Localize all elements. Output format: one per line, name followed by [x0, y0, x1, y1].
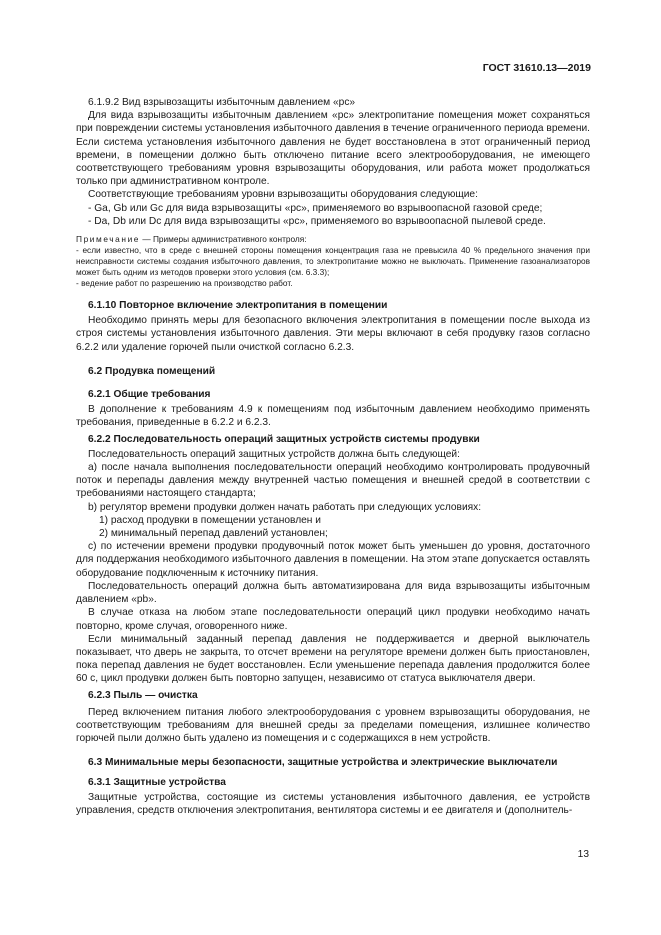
paragraph: Необходимо принять меры для безопасного включения электропитания в помещении после выхода из строя системы установления избыточного давления. Эти меры включают в себя продувку газов согласно 6.2.2 или удаление горючей пыли очисткой согласно 6.2.3.: [76, 315, 590, 353]
paragraph: Для вида взрывозащиты избыточным давлением «pc» электропитание помещения может сохраняться при повреждении системы установления избыточного давления в течение ограниченного периода времени. Если система установления избыточного давления не будет восстановлена в этот ограниченный период времени, в помещении должно быть отключено питание всего электрооборудования, не имеющего соответствующего требованиям уровня взрывозащиты оборудования, или работа может продолжаться только при административном контроле.: [76, 110, 590, 188]
note-title: [76, 234, 590, 245]
list-item: - Ga, Gb или Gc для вида взрывозащиты «pc», применяемого во взрывоопасной газовой среде;: [88, 202, 543, 214]
list-item: а) после начала выполнения последовательности операций необходимо контролировать продувочный поток и перепады давления между внутренней частью помещения и внешней средой в соответствии с требованиями настоящего стандарта;: [76, 462, 590, 500]
paragraph: Если минимальный заданный перепад давления не поддерживается и дверной выключатель показывает, что дверь не закрыта, то отсчет времени на регуляторе времени должен быть приостановлен, пока перепад давления не будет восстановлен. Если уменьшение перепада давления продолжится более 60 с, цикл продувки должен быть повторно запущен, независимо от статуса выключателя двери.: [76, 633, 590, 685]
note-item: - ведение работ по разрешению на производство работ.: [76, 278, 293, 289]
list-item: b) регулятор времени продувки должен начать работать при следующих условиях:: [88, 501, 482, 513]
paragraph: Перед включением питания любого электрооборудования с уровнем взрывозащиты оборудования, не соответствующим требованиям для внешней среды за пределами помещения, излишнее количество горючей пыли должно быть удалено из помещения и с содержащихся в нем устройств.: [76, 706, 590, 745]
clause-6-3-heading: 6.3 Минимальные меры безопасности, защитные устройства и электрические выключатели: [88, 757, 558, 769]
paragraph: Защитные устройства, состоящие из системы установления избыточного давления, ее устройств управления, средств отключения электропитания, вентилятора системы и ее двигателя и (дополнитель-: [76, 791, 590, 816]
paragraph: В случае отказа на любом этапе последовательности операций цикл продувки необходимо начать повторно, кроме случая, оговоренного ниже.: [76, 607, 590, 632]
document-id: ГОСТ 31610.13—2019: [482, 62, 591, 74]
note-title-text: — Примеры административного контроля:: [140, 234, 307, 245]
clause-6-3-1-heading: 6.3.1 Защитные устройства: [88, 776, 226, 788]
clause-6-2-3-heading: 6.2.3 Пыль — очистка: [88, 689, 198, 701]
list-item: c) по истечении времени продувки продувочный поток может быть уменьшен до уровня, достаточного для поддержания необходимого избыточного давления в помещении. На этом этапе допускается оставлять оборудование подключенным к источнику питания.: [76, 541, 590, 579]
clause-6-1-9-2-heading: 6.1.9.2 Вид взрывозащиты избыточным давлением «pc»: [88, 97, 356, 108]
clause-6-2-1-heading: 6.2.1 Общие требования: [88, 389, 211, 401]
clause-6-1-10-heading: 6.1.10 Повторное включение электропитания в помещении: [88, 300, 388, 312]
sub-list-item: 1) расход продувки в помещении установлен и: [99, 514, 321, 526]
note-item: - если известно, что в среде с внешней стороны помещения концентрация газа не превысила 40 % предельного значения при неисправности системы создания избыточного давления, то электропитание можно не выключать. Применение газоанализаторов может быть одним из методов проверки этого условия (см. 6.3.3);: [76, 245, 590, 278]
paragraph: Последовательность операций защитных устройств должна быть следующей:: [88, 448, 460, 460]
note-block: [76, 234, 590, 289]
page-number: 13: [577, 849, 589, 860]
paragraph: Последовательность операций должна быть автоматизирована для вида взрывозащиты избыточным давлением «pb».: [76, 580, 590, 606]
clause-6-2-heading: 6.2 Продувка помещений: [88, 365, 216, 377]
paragraph: В дополнение к требованиям 4.9 к помещениям под избыточным давлением необходимо применять требования, приведенные в 6.2.2 и 6.2.3.: [76, 404, 590, 429]
note-label: Примечание: [76, 234, 141, 245]
list-item: - Da, Db или Dc для вида взрывозащиты «pc», применяемого во взрывоопасной пылевой среде.: [88, 215, 546, 227]
paragraph: Соответствующие требованиям уровни взрывозащиты оборудования следующие:: [88, 189, 478, 201]
clause-6-2-2-heading: 6.2.2 Последовательность операций защитных устройств системы продувки: [88, 433, 480, 445]
sub-list-item: 2) минимальный перепад давлений установлен;: [99, 528, 328, 540]
page-content: [76, 96, 590, 817]
